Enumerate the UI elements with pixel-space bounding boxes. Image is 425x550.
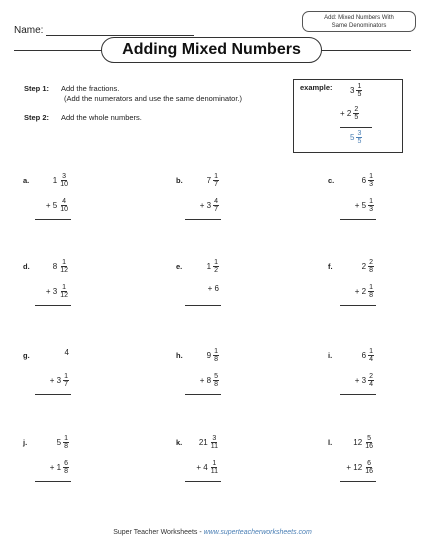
addend-whole: 2 [361, 262, 367, 271]
problem-addend-1 [65, 348, 69, 357]
fraction-numerator: 2 [369, 259, 373, 266]
fraction-denominator: 12 [60, 292, 68, 299]
fraction-denominator: 8 [369, 267, 373, 274]
fraction-numerator: 1 [369, 284, 373, 291]
page-title: Adding Mixed Numbers [101, 37, 322, 63]
addend-operator: + 3 [354, 376, 367, 385]
problem-fraction [210, 460, 219, 475]
fraction-denominator: 2 [214, 267, 218, 274]
problem-label: f. [328, 262, 333, 271]
fraction-denominator: 10 [60, 181, 68, 188]
fraction-denominator: 16 [365, 468, 373, 475]
addend-operator: + 8 [199, 376, 212, 385]
step-2-label: Step 2: [24, 113, 50, 122]
problem-sum-rule [185, 481, 221, 482]
addend-operator: + 2 [354, 287, 367, 296]
example-answer-fraction [356, 130, 362, 145]
topic-tag-line2: Same Denominators [331, 23, 387, 29]
problem-fraction [59, 259, 69, 274]
problem-addend-2 [200, 373, 219, 388]
addend-operator: + 3 [49, 376, 62, 385]
problem-fraction [368, 284, 374, 299]
addend-whole: 9 [206, 351, 212, 360]
step-2 [24, 113, 142, 123]
fraction-denominator: 16 [365, 443, 373, 450]
addend-operator: + 1 [49, 463, 62, 472]
fraction-denominator: 11 [210, 468, 218, 475]
addend-whole: 21 [198, 438, 208, 447]
problem-sum-rule [35, 305, 71, 306]
topic-tag-line1: Add: Mixed Numbers With [324, 15, 394, 21]
fraction-denominator: 8 [64, 468, 68, 475]
addend-whole: 1 [52, 176, 58, 185]
fraction-denominator: 3 [369, 181, 373, 188]
problem-fraction [213, 348, 219, 363]
problem-addend-1 [53, 173, 69, 188]
example-b-op: + 2 [340, 109, 352, 118]
addend-whole: 12 [353, 438, 363, 447]
problem-label: b. [176, 176, 183, 185]
fraction-denominator: 8 [214, 381, 218, 388]
fraction-numerator: 1 [214, 259, 218, 266]
example-a-num: 1 [357, 83, 362, 90]
problem-addend-2 [46, 198, 69, 213]
addend-whole: 6 [361, 176, 367, 185]
fraction-numerator: 4 [62, 198, 67, 205]
problem-fraction [213, 173, 219, 188]
example-a-den: 5 [357, 91, 362, 98]
fraction-denominator: 4 [369, 356, 373, 363]
fraction-denominator: 4 [369, 381, 373, 388]
fraction-denominator: 8 [214, 356, 218, 363]
problem-label: h. [176, 351, 183, 360]
problem-addend-2 [46, 284, 69, 299]
fraction-denominator: 3 [369, 206, 373, 213]
problem-fraction [63, 373, 69, 388]
problem-label: d. [23, 262, 30, 271]
addend-whole: 5 [56, 438, 62, 447]
name-label: Name: [14, 25, 44, 36]
problem-sum-rule [35, 219, 71, 220]
problem-fraction [63, 460, 69, 475]
problem-addend-1 [199, 435, 219, 450]
fraction-numerator: 1 [64, 373, 68, 380]
addend-operator: + 4 [196, 463, 208, 472]
fraction-numerator: 1 [64, 435, 68, 442]
example-answer [350, 130, 362, 145]
example-box [293, 79, 403, 153]
example-answer-num: 3 [357, 130, 362, 137]
problem-sum-rule [35, 394, 71, 395]
fraction-numerator: 1 [369, 173, 373, 180]
problem-label: e. [176, 262, 183, 271]
problem-addend-1 [362, 173, 374, 188]
fraction-numerator: 3 [62, 173, 67, 180]
addend-whole: 8 [52, 262, 58, 271]
example-sum-rule [340, 127, 372, 128]
addend-operator: + 3 [199, 201, 212, 210]
problem-addend-2 [208, 284, 219, 293]
addend-operator: + 6 [207, 284, 219, 293]
problem-fraction [368, 198, 374, 213]
problem-addend-2 [200, 198, 219, 213]
problem-label: g. [23, 351, 30, 360]
problem-fraction [59, 198, 69, 213]
fraction-denominator: 12 [60, 267, 68, 274]
example-b-num: 2 [354, 106, 359, 113]
fraction-numerator: 2 [369, 373, 373, 380]
problem-addend-2 [355, 198, 374, 213]
topic-tag [302, 11, 416, 32]
example-a-fraction [356, 83, 362, 98]
fraction-numerator: 1 [214, 348, 218, 355]
problem-addend-1 [207, 348, 219, 363]
fraction-numerator: 6 [367, 460, 372, 467]
problem-label: i. [328, 351, 333, 360]
problem-label: k. [176, 438, 183, 447]
example-b-den: 5 [354, 114, 359, 121]
step-2-line1: Add the whole numbers. [61, 113, 142, 122]
problem-addend-2 [355, 284, 374, 299]
problem-addend-1 [53, 259, 69, 274]
example-addend-2 [340, 106, 359, 121]
fraction-numerator: 1 [212, 460, 217, 467]
fraction-numerator: 1 [214, 173, 218, 180]
fraction-denominator: 7 [214, 181, 218, 188]
addend-operator: + 5 [45, 201, 58, 210]
problem-fraction [213, 198, 219, 213]
example-b-fraction [353, 106, 359, 121]
addend-whole: 1 [206, 262, 212, 271]
fraction-numerator: 4 [214, 198, 218, 205]
footer [0, 529, 425, 536]
problem-sum-rule [185, 305, 221, 306]
fraction-denominator: 10 [60, 206, 68, 213]
name-row [14, 25, 194, 36]
fraction-numerator: 5 [367, 435, 372, 442]
problem-fraction [364, 460, 374, 475]
fraction-denominator: 7 [214, 206, 218, 213]
problem-addend-1 [207, 259, 219, 274]
problem-addend-1 [207, 173, 219, 188]
problem-addend-2 [196, 460, 219, 475]
example-a-whole: 3 [350, 86, 355, 95]
problem-addend-2 [50, 460, 69, 475]
problem-sum-rule [35, 481, 71, 482]
footer-site-link[interactable]: www.superteacherworksheets.com [203, 529, 312, 536]
problem-fraction [213, 373, 219, 388]
problem-addend-1 [353, 435, 374, 450]
fraction-denominator: 8 [64, 443, 68, 450]
step-1-label: Step 1: [24, 84, 50, 93]
step-1 [24, 84, 243, 103]
footer-brand: Super Teacher Worksheets - [113, 529, 204, 536]
step-1-line1: Add the fractions. [61, 84, 120, 93]
problem-sum-rule [185, 219, 221, 220]
addend-operator: + 5 [354, 201, 367, 210]
problem-fraction [368, 373, 374, 388]
problem-addend-2 [355, 373, 374, 388]
addend-whole: 6 [361, 351, 367, 360]
problem-addend-1 [362, 348, 374, 363]
fraction-numerator: 1 [62, 284, 67, 291]
fraction-denominator: 7 [64, 381, 68, 388]
problem-fraction [59, 173, 69, 188]
example-answer-den: 5 [357, 138, 362, 145]
addend-whole: 7 [206, 176, 212, 185]
problem-fraction [213, 259, 219, 274]
problem-addend-1 [362, 259, 374, 274]
example-addend-1 [350, 83, 362, 98]
fraction-numerator: 1 [369, 348, 373, 355]
fraction-numerator: 1 [369, 198, 373, 205]
problem-addend-1 [57, 435, 69, 450]
problem-fraction [368, 173, 374, 188]
example-label: example: [300, 83, 333, 92]
problem-fraction [368, 348, 374, 363]
problem-sum-rule [340, 394, 376, 395]
fraction-numerator: 3 [212, 435, 217, 442]
example-answer-whole: 5 [350, 133, 355, 142]
problem-sum-rule [340, 219, 376, 220]
problem-sum-rule [340, 305, 376, 306]
problem-label: l. [328, 438, 333, 447]
fraction-numerator: 1 [62, 259, 67, 266]
problem-label: a. [23, 176, 30, 185]
problem-fraction [210, 435, 219, 450]
problem-sum-rule [185, 394, 221, 395]
problem-fraction [368, 259, 374, 274]
name-line[interactable] [46, 25, 194, 36]
problem-fraction [364, 435, 374, 450]
addend-operator: + 3 [45, 287, 58, 296]
fraction-numerator: 5 [214, 373, 218, 380]
problem-addend-2 [50, 373, 69, 388]
addend-whole: 4 [64, 348, 69, 357]
problem-label: j. [23, 438, 28, 447]
fraction-denominator: 8 [369, 292, 373, 299]
problem-fraction [59, 284, 69, 299]
problem-addend-2 [346, 460, 374, 475]
addend-operator: + 12 [346, 463, 363, 472]
fraction-denominator: 11 [210, 443, 218, 450]
fraction-numerator: 6 [64, 460, 68, 467]
problem-fraction [63, 435, 69, 450]
problem-sum-rule [340, 481, 376, 482]
problem-label: c. [328, 176, 335, 185]
step-1-line2: (Add the numerators and use the same denominator.) [64, 94, 243, 103]
